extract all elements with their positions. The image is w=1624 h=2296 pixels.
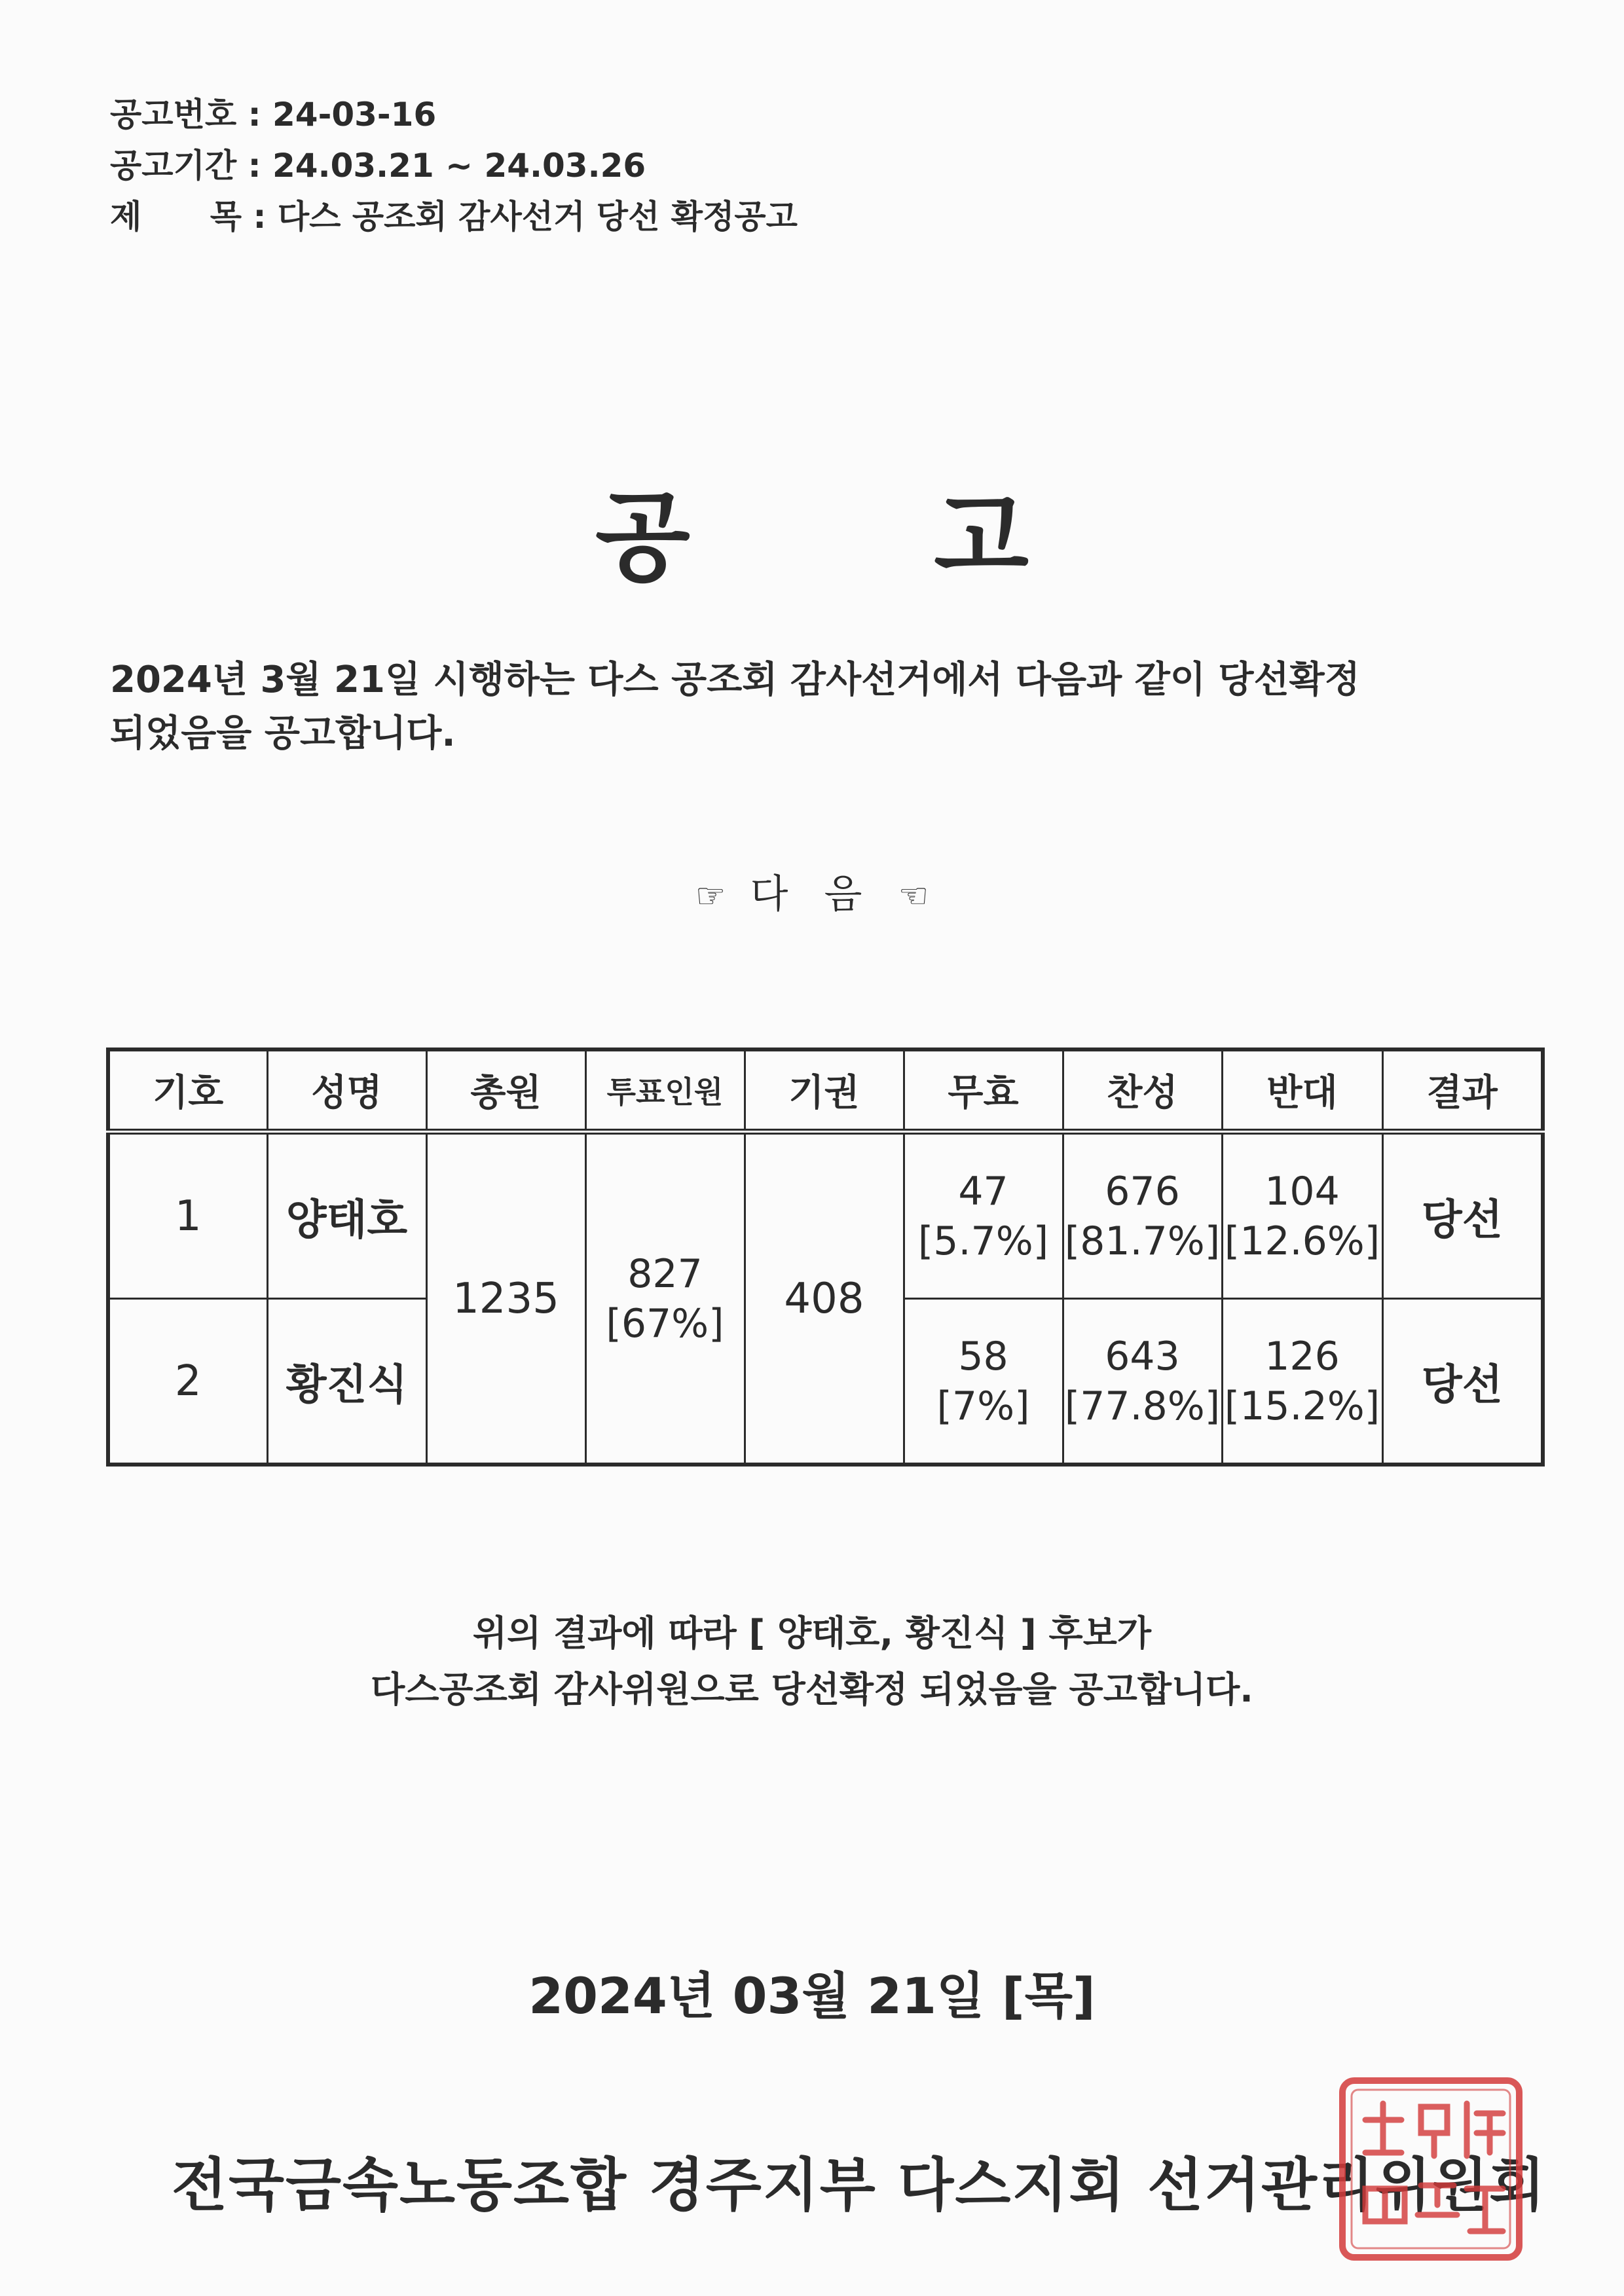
invalid-count: 58 — [958, 1333, 1008, 1379]
header-name: 성명 — [267, 1049, 426, 1132]
pointing-left-hand-icon: ☜ — [898, 877, 929, 916]
notice-number: 공고번호 : 24-03-16 — [110, 96, 437, 134]
no-count: 104 — [1264, 1168, 1340, 1214]
notice-date: 2024년 03월 21일 [목] — [528, 1967, 1096, 2025]
table-header-row — [108, 1049, 1543, 1132]
invalid-cell — [904, 1299, 1063, 1465]
yes-cell — [1063, 1132, 1222, 1299]
invalid-cell — [904, 1132, 1063, 1299]
candidate-name: 황진식 — [267, 1299, 426, 1465]
total-members: 1235 — [426, 1132, 585, 1465]
invalid-count: 47 — [958, 1168, 1008, 1214]
next-label-text: 다 음 — [750, 871, 874, 917]
voters-percent: [67%] — [606, 1300, 724, 1347]
voters-count: 827 — [627, 1250, 703, 1297]
header-yes: 찬성 — [1063, 1049, 1222, 1132]
yes-cell — [1063, 1299, 1222, 1465]
candidate-number: 1 — [108, 1132, 267, 1299]
official-seal-stamp — [1336, 2074, 1526, 2264]
candidate-name: 양태호 — [267, 1132, 426, 1299]
header-result: 결과 — [1382, 1049, 1543, 1132]
pointing-right-hand-icon: ☞ — [695, 877, 726, 916]
result-cell: 당선 — [1382, 1299, 1543, 1465]
closing-line-2: 다스공조회 감사위원으로 당선확정 되었음을 공고합니다. — [371, 1669, 1253, 1710]
page-title: 공 고 — [595, 481, 1134, 595]
intro-line-1: 2024년 3월 21일 시행하는 다스 공조회 감사선거에서 다음과 같이 당선확정 — [110, 659, 1360, 701]
no-cell — [1222, 1132, 1382, 1299]
voters-cell — [585, 1132, 745, 1465]
yes-count: 643 — [1105, 1333, 1180, 1379]
notice-subject: 제 목 : 다스 공조회 감사선거 당선 확정공고 — [110, 198, 798, 236]
header-invalid: 무효 — [904, 1049, 1063, 1132]
closing-line-1: 위의 결과에 따라 [ 양태호, 황진식 ] 후보가 — [472, 1613, 1152, 1654]
yes-percent: [77.8%] — [1064, 1383, 1221, 1429]
header-number: 기호 — [108, 1049, 267, 1132]
no-cell — [1222, 1299, 1382, 1465]
closing-statement — [0, 1605, 1624, 1718]
header-abstain: 기권 — [745, 1049, 904, 1132]
notice-period: 공고기간 : 24.03.21 ~ 24.03.26 — [110, 147, 646, 185]
intro-paragraph — [110, 653, 1551, 761]
invalid-percent: [5.7%] — [917, 1218, 1049, 1264]
election-result-table — [106, 1048, 1545, 1467]
no-percent: [12.6%] — [1224, 1218, 1380, 1264]
yes-count: 676 — [1105, 1168, 1180, 1214]
no-percent: [15.2%] — [1224, 1383, 1380, 1429]
abstain-count: 408 — [745, 1132, 904, 1465]
header-voters: 투표인원 — [585, 1049, 745, 1132]
yes-percent: [81.7%] — [1064, 1218, 1221, 1264]
candidate-number: 2 — [108, 1299, 267, 1465]
result-cell: 당선 — [1382, 1132, 1543, 1299]
next-label — [0, 863, 1624, 919]
no-count: 126 — [1264, 1333, 1340, 1379]
header-total-members: 총원 — [426, 1049, 585, 1132]
header-no: 반대 — [1222, 1049, 1382, 1132]
intro-line-2: 되었음을 공고합니다. — [110, 712, 456, 755]
table-row — [108, 1132, 1543, 1299]
invalid-percent: [7%] — [936, 1383, 1030, 1429]
organization-name: 전국금속노동조합 경주지부 다스지회 선거관리위원회 — [172, 2151, 1547, 2219]
